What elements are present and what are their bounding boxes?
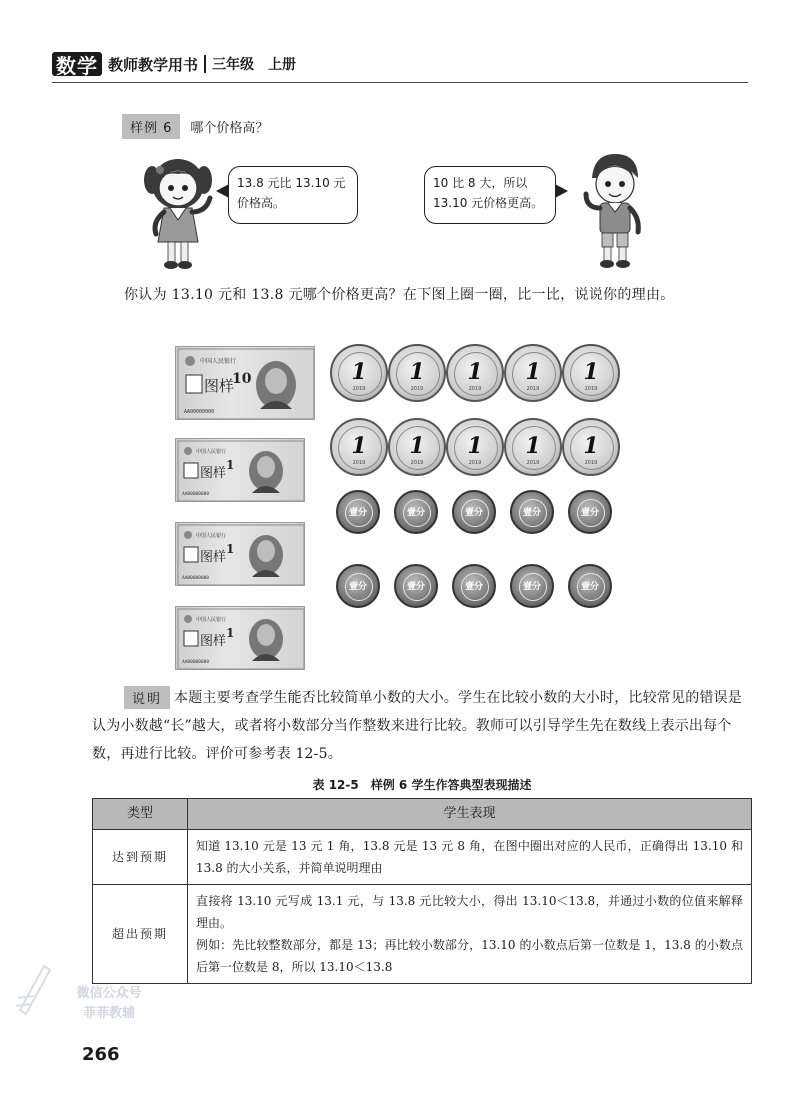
example-question: 哪个价格高？ bbox=[190, 121, 269, 136]
one-yuan-coin: 1 2019 bbox=[446, 418, 504, 476]
header-rule bbox=[52, 82, 748, 83]
one-yuan-coin: 1 2019 bbox=[330, 418, 388, 476]
one-fen-coin: 壹分 bbox=[510, 564, 554, 608]
banknote-art bbox=[176, 607, 305, 670]
row-example: 例如：先比较整数部分，都是 13；再比较小数部分，13.10 的小数点后第一位数是 1，13.8 的小数点后第一位数是 8，所以 13.10＜13.8 bbox=[196, 938, 743, 974]
banknote-art bbox=[176, 523, 305, 586]
one-fen-coin: 壹分 bbox=[336, 490, 380, 534]
one-fen-coin: 壹分 bbox=[336, 564, 380, 608]
one-fen-coin: 壹分 bbox=[452, 564, 496, 608]
bill-issuer: 中国人民银行 bbox=[196, 617, 227, 623]
one-fen-coin: 壹分 bbox=[568, 490, 612, 534]
header-separator bbox=[204, 55, 206, 73]
table-row bbox=[93, 885, 752, 984]
speech-tail-right bbox=[555, 184, 568, 198]
one-yuan-coin: 1 2019 bbox=[562, 344, 620, 402]
one-yuan-coin: 1 2019 bbox=[388, 344, 446, 402]
pen-icon bbox=[14, 960, 54, 1016]
bill-serial: AA00000000 bbox=[182, 660, 210, 665]
one-yuan-banknote bbox=[175, 522, 305, 586]
book-title: 教师教学用书 bbox=[108, 55, 199, 74]
book-grade: 三年级 上册 bbox=[212, 57, 297, 73]
girl-illustration bbox=[138, 150, 218, 272]
bill-issuer: 中国人民银行 bbox=[200, 358, 237, 365]
bill-serial: AA00000000 bbox=[182, 576, 210, 581]
boy-speech-bubble: 10 比 8 大，所以13.10 元价格更高。 bbox=[424, 166, 556, 224]
girl-speech-bubble: 13.8 元比 13.10 元价格高。 bbox=[228, 166, 358, 224]
table-header-row bbox=[93, 799, 752, 830]
bill-issuer: 中国人民银行 bbox=[196, 533, 227, 539]
one-yuan-coin: 1 2019 bbox=[562, 418, 620, 476]
bill-denomination: 1 bbox=[226, 458, 235, 472]
one-fen-coin: 壹分 bbox=[510, 490, 554, 534]
watermark-line1: 微信公众号 bbox=[76, 986, 142, 1001]
one-fen-coin: 壹分 bbox=[394, 564, 438, 608]
bill-denomination: 1 bbox=[226, 542, 235, 556]
banknote-art bbox=[176, 439, 305, 502]
performance-table bbox=[92, 798, 752, 984]
example-badge: 样例 6 bbox=[122, 114, 180, 139]
one-fen-coin: 壹分 bbox=[568, 564, 612, 608]
table-caption: 表 12-5 样例 6 学生作答典型表现描述 bbox=[312, 778, 532, 792]
row-description-cell bbox=[188, 885, 752, 984]
bill-serial: AA00000000 bbox=[182, 492, 210, 497]
one-yuan-banknote bbox=[175, 606, 305, 670]
bill-issuer: 中国人民银行 bbox=[196, 449, 227, 455]
one-yuan-coin: 1 2019 bbox=[446, 344, 504, 402]
one-fen-coin: 壹分 bbox=[452, 490, 496, 534]
one-yuan-coin: 1 2019 bbox=[388, 418, 446, 476]
coin-grid bbox=[326, 340, 626, 620]
boy-illustration bbox=[580, 148, 650, 272]
table-header-type: 类型 bbox=[93, 799, 188, 830]
bill-specimen-mark: 图样 bbox=[200, 550, 227, 565]
explanation-badge: 说明 bbox=[124, 686, 170, 709]
bill-specimen-mark: 图样 bbox=[204, 377, 235, 395]
one-yuan-coin: 1 2019 bbox=[330, 344, 388, 402]
bill-denomination: 1 bbox=[226, 626, 235, 640]
bill-denomination: 10 bbox=[232, 371, 252, 387]
ten-yuan-banknote bbox=[175, 346, 315, 420]
explanation-paragraph: 本题主要考查学生能否比较简单小数的大小。学生在比较小数的大小时，比较常见的错误是认为小数越“长”越大，或者将小数部分当作整数来进行比较。教师可以引导学生先在数线上表示出每个数，再进行比较。评价可参考表 12-5。 bbox=[92, 690, 742, 762]
row-type: 达到预期 bbox=[93, 830, 188, 885]
banknote-art bbox=[176, 347, 315, 420]
one-yuan-coin: 1 2019 bbox=[504, 418, 562, 476]
one-yuan-banknote bbox=[175, 438, 305, 502]
table-row bbox=[93, 830, 752, 885]
table-header-performance: 学生表现 bbox=[188, 799, 752, 830]
bill-serial: AA00000000 bbox=[184, 409, 215, 415]
watermark-line2: 菲菲教辅 bbox=[82, 1006, 135, 1021]
question-prompt: 你认为 13.10 元和 13.8 元哪个价格更高？在下图上圈一圈，比一比，说说你的理由。 bbox=[124, 287, 675, 303]
example-heading bbox=[122, 114, 268, 139]
watermark bbox=[14, 960, 174, 1020]
row-type: 超出预期 bbox=[93, 885, 188, 984]
row-description: 直接将 13.10 元写成 13.1 元，与 13.8 元比较大小，得出 13.10＜13.8，并通过小数的位值来解释理由。 bbox=[196, 894, 743, 930]
one-fen-coin: 壹分 bbox=[394, 490, 438, 534]
bill-specimen-mark: 图样 bbox=[200, 634, 227, 649]
math-logo: 数学 bbox=[52, 52, 102, 76]
bill-specimen-mark: 图样 bbox=[200, 466, 227, 481]
page-number: 266 bbox=[82, 1044, 120, 1065]
running-header bbox=[52, 50, 296, 78]
row-description: 知道 13.10 元是 13 元 1 角，13.8 元是 13 元 8 角，在图中圈出对应的人民币，正确得出 13.10 和 13.8 的大小关系，并简单说明理由 bbox=[188, 830, 752, 885]
one-yuan-coin: 1 2019 bbox=[504, 344, 562, 402]
